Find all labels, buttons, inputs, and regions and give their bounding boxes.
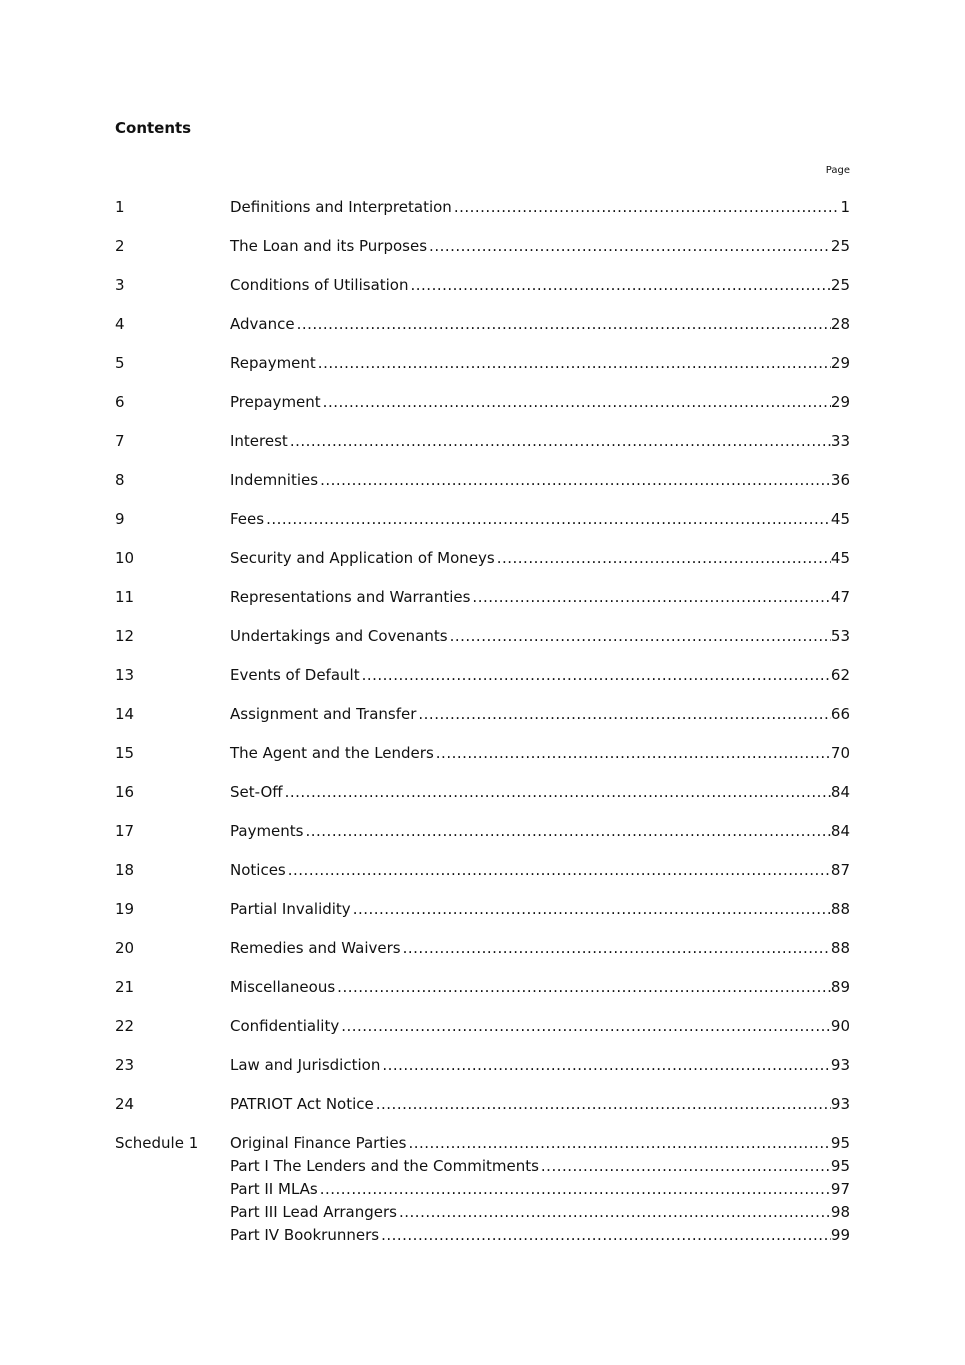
toc-entry[interactable]: [115, 236, 850, 256]
toc-entry-title[interactable]: Fees: [230, 510, 265, 528]
toc-entry-title[interactable]: Payments: [230, 822, 304, 840]
dot-leader: [295, 314, 831, 334]
toc-entry-number: 21: [115, 978, 135, 996]
toc-entry-page: 93: [830, 1095, 850, 1113]
toc-entry-page: 84: [830, 783, 850, 801]
toc-entry-page: 45: [830, 549, 850, 567]
toc-entry-number: 12: [115, 627, 135, 645]
dot-leader: [318, 470, 831, 490]
toc-entry-line: [230, 743, 850, 763]
toc-entry[interactable]: [115, 977, 850, 997]
toc-entry[interactable]: [115, 782, 850, 802]
toc-entry[interactable]: [115, 899, 850, 919]
toc-entry-title[interactable]: Law and Jurisdiction: [230, 1056, 381, 1074]
toc-entry-number: 19: [115, 900, 135, 918]
toc-entry[interactable]: [115, 860, 850, 880]
toc-entry[interactable]: [115, 704, 850, 724]
toc-entry-line: [230, 782, 850, 802]
toc-schedule-part[interactable]: [115, 1179, 850, 1199]
toc-entry-line: [230, 626, 850, 646]
toc-entry-number: 10: [115, 549, 135, 567]
toc-entry-number: 8: [115, 471, 125, 489]
toc-entry-number: 4: [115, 315, 125, 333]
toc-entry-page: 47: [830, 588, 850, 606]
dot-leader: [380, 1055, 831, 1075]
toc-entry-number: 9: [115, 510, 125, 528]
toc-entry-page: 25: [830, 237, 850, 255]
toc-entry-title[interactable]: Part IV Bookrunners: [230, 1226, 380, 1244]
dot-leader: [339, 1016, 831, 1036]
dot-leader: [470, 587, 830, 607]
toc-entry-title[interactable]: Undertakings and Covenants: [230, 627, 448, 645]
toc-entry-page: 99: [830, 1226, 850, 1244]
toc-entry-title[interactable]: Notices: [230, 861, 286, 879]
toc-entry-number: 24: [115, 1095, 135, 1113]
toc-entry-page: 29: [830, 354, 850, 372]
toc-entry-line: [230, 704, 850, 724]
toc-entry-number: 11: [115, 588, 135, 606]
toc-entry[interactable]: [115, 938, 850, 958]
toc-entry-title[interactable]: Partial Invalidity: [230, 900, 351, 918]
toc-entry[interactable]: [115, 509, 850, 529]
toc-entry-line: [230, 353, 850, 373]
toc-entry-line: [230, 1202, 850, 1222]
toc-entry-number: 18: [115, 861, 135, 879]
toc-schedule-part[interactable]: [115, 1202, 850, 1222]
toc-schedule-entry[interactable]: [115, 1133, 850, 1153]
toc-entry-title[interactable]: Conditions of Utilisation: [230, 276, 409, 294]
toc-entry-line: [230, 236, 850, 256]
dot-leader: [401, 938, 831, 958]
toc-entry-title[interactable]: Part II MLAs: [230, 1180, 318, 1198]
toc-entry-line: [230, 314, 850, 334]
toc-entry[interactable]: [115, 353, 850, 373]
toc-entry-number: 14: [115, 705, 135, 723]
toc-entry-title[interactable]: Indemnities: [230, 471, 319, 489]
toc-entry-page: 29: [830, 393, 850, 411]
toc-schedule-part[interactable]: [115, 1225, 850, 1245]
dot-leader: [321, 392, 831, 412]
toc-entry-page: 84: [830, 822, 850, 840]
toc-entry-line: [230, 197, 850, 217]
toc-entry-page: 88: [830, 939, 850, 957]
toc-entry[interactable]: [115, 431, 850, 451]
toc-entry-title[interactable]: Miscellaneous: [230, 978, 336, 996]
toc-entry-page: 25: [830, 276, 850, 294]
toc-entry-title[interactable]: The Loan and its Purposes: [230, 237, 428, 255]
dot-leader: [351, 899, 831, 919]
toc-entry-line: [230, 821, 850, 841]
toc-entry[interactable]: [115, 626, 850, 646]
toc-entry[interactable]: [115, 1016, 850, 1036]
toc-entry-title[interactable]: Security and Application of Moneys: [230, 549, 495, 567]
dot-leader: [495, 548, 831, 568]
dot-leader: [406, 1133, 830, 1153]
toc-entry-number: 17: [115, 822, 135, 840]
dot-leader: [316, 353, 831, 373]
dot-leader: [360, 665, 831, 685]
toc-entry-title[interactable]: Prepayment: [230, 393, 321, 411]
toc-entry-number: 13: [115, 666, 135, 684]
toc-entry-title[interactable]: Definitions and Interpretation: [230, 198, 452, 216]
toc-entry-line: [230, 431, 850, 451]
dot-leader: [288, 431, 831, 451]
dot-leader: [448, 626, 831, 646]
dot-leader: [397, 1202, 831, 1222]
toc-entry-page: 45: [830, 510, 850, 528]
toc-entry-page: 93: [830, 1056, 850, 1074]
page-column-label: Page: [825, 165, 850, 176]
toc-entry-line: [230, 938, 850, 958]
toc-entry-number: 23: [115, 1056, 135, 1074]
toc-entry-title[interactable]: The Agent and the Lenders: [230, 744, 434, 762]
toc-entry-page: 97: [830, 1180, 850, 1198]
toc-entry-page: 33: [830, 432, 850, 450]
toc-entry-line: [230, 1094, 850, 1114]
toc-entry-number: Schedule 1: [115, 1134, 199, 1152]
toc-entry[interactable]: [115, 665, 850, 685]
toc-entry-line: [230, 587, 850, 607]
toc-entry-page: 62: [830, 666, 850, 684]
toc-entry-title[interactable]: Remedies and Waivers: [230, 939, 401, 957]
toc-entry[interactable]: [115, 587, 850, 607]
toc-entry-page: 95: [830, 1157, 850, 1175]
toc-entry-page: 1: [840, 198, 850, 216]
toc-entry[interactable]: [115, 314, 850, 334]
dot-leader: [283, 782, 831, 802]
toc-entry-page: 88: [830, 900, 850, 918]
toc-entry-line: [230, 392, 850, 412]
toc-entry-number: 7: [115, 432, 125, 450]
toc-entry-page: 66: [830, 705, 850, 723]
toc-entry[interactable]: [115, 275, 850, 295]
toc-entry-title[interactable]: Representations and Warranties: [230, 588, 471, 606]
toc-entry-line: [230, 548, 850, 568]
toc-entry-line: [230, 509, 850, 529]
toc-entry-page: 87: [830, 861, 850, 879]
toc-entry-line: [230, 1225, 850, 1245]
toc-entry-title[interactable]: Interest: [230, 432, 288, 450]
toc-entry-title[interactable]: Part III Lead Arrangers: [230, 1203, 397, 1221]
toc-entry-line: [230, 665, 850, 685]
toc-entry-line: [230, 275, 850, 295]
toc-entry[interactable]: [115, 743, 850, 763]
dot-leader: [335, 977, 831, 997]
toc-entry-line: [230, 470, 850, 490]
toc-entry-title[interactable]: Confidentiality: [230, 1017, 340, 1035]
toc-entry-page: 53: [830, 627, 850, 645]
dot-leader: [264, 509, 831, 529]
toc-entry-number: 3: [115, 276, 125, 294]
dot-leader: [539, 1156, 831, 1176]
dot-leader: [434, 743, 831, 763]
toc-entry-title[interactable]: Repayment: [230, 354, 316, 372]
dot-leader: [318, 1179, 831, 1199]
toc-entry-title[interactable]: Advance: [230, 315, 295, 333]
toc-entry-line: [230, 860, 850, 880]
contents-heading: Contents: [115, 119, 192, 137]
toc-entry-line: [230, 977, 850, 997]
toc-entry-number: 6: [115, 393, 125, 411]
toc-entry[interactable]: [115, 470, 850, 490]
toc-entry-title[interactable]: Original Finance Parties: [230, 1134, 407, 1152]
dot-leader: [452, 197, 841, 217]
toc-entry[interactable]: [115, 1055, 850, 1075]
toc-entry[interactable]: [115, 197, 850, 217]
toc-entry-title[interactable]: Events of Default: [230, 666, 360, 684]
toc-schedule-part[interactable]: [115, 1156, 850, 1176]
toc-entry-title[interactable]: Assignment and Transfer: [230, 705, 417, 723]
toc-entry-number: 16: [115, 783, 135, 801]
dot-leader: [409, 275, 831, 295]
toc-entry-page: 36: [830, 471, 850, 489]
toc-entry-line: [230, 1016, 850, 1036]
dot-leader: [379, 1225, 831, 1245]
toc-entry[interactable]: [115, 392, 850, 412]
toc-entry-line: [230, 1055, 850, 1075]
toc-entry-line: [230, 899, 850, 919]
toc-entry-number: 2: [115, 237, 125, 255]
toc-entry-title[interactable]: Set-Off: [230, 783, 283, 801]
toc-entry-page: 28: [830, 315, 850, 333]
toc-entry-number: 22: [115, 1017, 135, 1035]
toc-entry-page: 95: [830, 1134, 850, 1152]
toc-entry-page: 70: [830, 744, 850, 762]
toc-entry-line: [230, 1156, 850, 1176]
toc-entry-title[interactable]: PATRIOT Act Notice: [230, 1095, 374, 1113]
toc-entry-number: 15: [115, 744, 135, 762]
toc-entry-line: [230, 1179, 850, 1199]
dot-leader: [286, 860, 831, 880]
toc-entry-number: 5: [115, 354, 125, 372]
toc-entry[interactable]: [115, 548, 850, 568]
toc-entry-number: 20: [115, 939, 135, 957]
toc-entry-title[interactable]: Part I The Lenders and the Commitments: [230, 1157, 539, 1175]
dot-leader: [427, 236, 831, 256]
toc-entry[interactable]: [115, 821, 850, 841]
toc-entry-page: 89: [830, 978, 850, 996]
toc-entry[interactable]: [115, 1094, 850, 1114]
dot-leader: [303, 821, 830, 841]
toc-entry-page: 90: [830, 1017, 850, 1035]
toc-entry-page: 98: [830, 1203, 850, 1221]
toc-entry-line: [230, 1133, 850, 1153]
dot-leader: [374, 1094, 831, 1114]
toc-entry-number: 1: [115, 198, 125, 216]
dot-leader: [416, 704, 831, 724]
